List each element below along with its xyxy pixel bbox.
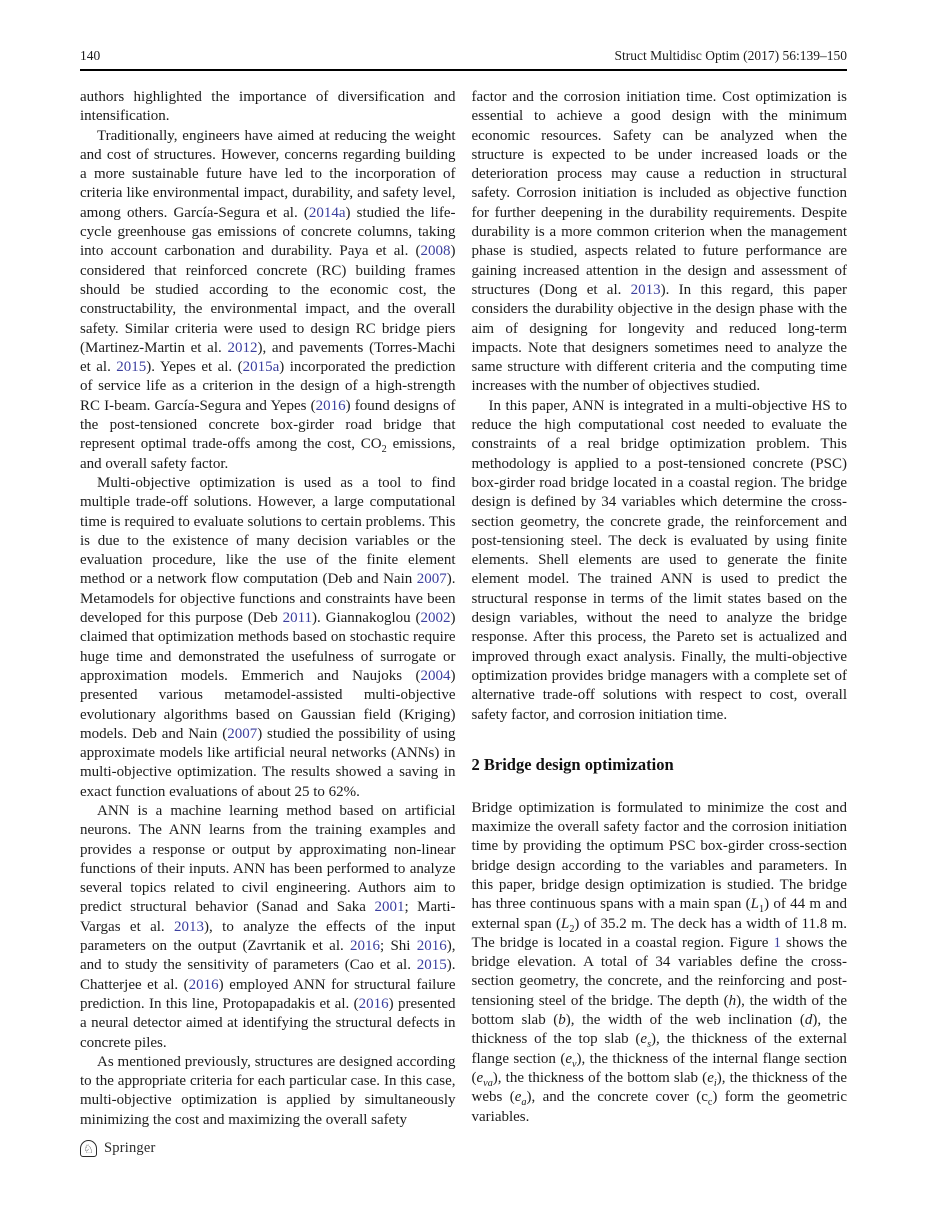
citation-link[interactable]: 2016 bbox=[188, 976, 219, 993]
citation-link[interactable]: 2007 bbox=[416, 571, 447, 588]
citation-link[interactable]: 2004 bbox=[420, 667, 451, 684]
publisher-name: Springer bbox=[104, 1140, 156, 1156]
citation-link[interactable]: 2015 bbox=[416, 957, 447, 974]
paragraph: ANN is a machine learning method based on artificial neurons. The ANN learns from the training examples and provides a response or output by approximating non-linear functions of their inputs. ANN has been performed to analyze several topics related to civil engineering. Authors aim to predict structural behavior (Sanad and Saka 2001; Marti-Vargas et al. 2013), to analyze the effects of the input parameters on the output (Zavrtanik et al. 2016; Shi 2016), and to study the sensitivity of parameters (Cao et al. 2015). Chatterjee et al. (2016) employed ANN for structural failure prediction. In this line, Protopapadakis et al. (2016) presented a neural detector aimed at identifying the structural defects in concrete piles. bbox=[80, 802, 456, 1051]
italic-text: e bbox=[514, 1089, 522, 1106]
running-head bbox=[80, 48, 847, 64]
italic-text: e bbox=[707, 1069, 714, 1086]
journal-reference: Struct Multidisc Optim (2017) 56:139–150 bbox=[614, 48, 847, 63]
subscript-text: va bbox=[483, 1077, 493, 1089]
two-column-body bbox=[80, 88, 847, 1128]
section-heading: 2 Bridge design optimization bbox=[471, 754, 674, 774]
subscript-text: 1 bbox=[758, 904, 765, 916]
publisher-footer bbox=[80, 1140, 156, 1157]
page-number: 140 bbox=[80, 48, 101, 63]
subscript-text: v bbox=[571, 1058, 577, 1070]
citation-link[interactable]: 2016 bbox=[416, 938, 447, 955]
italic-text: h bbox=[728, 992, 737, 1009]
subscript-text: s bbox=[647, 1039, 652, 1051]
paragraph: authors highlighted the importance of diversification and intensification. bbox=[80, 89, 456, 125]
citation-link[interactable]: 2014a bbox=[308, 204, 346, 221]
citation-link[interactable]: 2011 bbox=[282, 610, 313, 627]
italic-text: L bbox=[750, 896, 759, 913]
citation-link[interactable]: 2008 bbox=[420, 243, 451, 260]
citation-link[interactable]: 2007 bbox=[227, 725, 258, 742]
subscript-text: c bbox=[707, 1097, 713, 1109]
citation-link[interactable]: 2016 bbox=[358, 995, 389, 1012]
springer-logo-icon: ♘ bbox=[80, 1140, 97, 1157]
italic-text: e bbox=[476, 1069, 484, 1086]
citation-link[interactable]: 2002 bbox=[420, 610, 451, 627]
citation-link[interactable]: 2015a bbox=[242, 359, 280, 376]
italic-text: e bbox=[565, 1050, 572, 1067]
paragraph: In this paper, ANN is integrated in a multi-objective HS to reduce the high computational cost needed to evaluate the constraints of a real bridge optimization problem. This methodology is applied to a post-tensioned concrete (PSC) box-girder road bridge located in a coastal region. The bridge design is defined by 34 variables which determine the cross-section geometry, the concrete grade, the reinforcement and post-tensioning steel. The deck is evaluated by using finite elements. Shell elements are used to generate the finite element model. The trained ANN is used to predict the structural response in terms of the limit states based on the design variables, without the need to analyze the bridge response. After this process, the Pareto set is actualized and improved through exact analysis. Finally, the multi-objective optimization provides bridge managers with a complete set of alternative trade-off solutions with respect to cost, overall safety factor, and corrosion initiation time. bbox=[471, 397, 847, 723]
italic-text: b bbox=[558, 1012, 566, 1029]
subscript-text: i bbox=[713, 1077, 717, 1089]
header-rule bbox=[80, 69, 847, 71]
subscript-text: 2 bbox=[569, 923, 575, 935]
citation-link[interactable]: 2012 bbox=[227, 339, 258, 356]
citation-link[interactable]: 2015 bbox=[116, 359, 147, 376]
paragraph: factor and the corrosion initiation time. Cost optimization is essential to achieve a good design with the minimum economic resources. Safety can be analyzed when the structure is expected to be under increased loads or the deterioration process may cause a reduction in structural safety. Corrosion initiation is included as objective function for further deepening in the durability requirements. Despite durability is a more common criterion when the management phase is studied, aspects related to future performance are gaining increased attention in the design and assessment of structures (Dong et al. 2013). In this regard, this paper considers the durability objective in the design phase with the aim of designing for longevity and reduced long-term impacts. Note that designers sometimes need to analyze the same structure with different criteria and the computing time increases with the number of objectives studied. bbox=[471, 89, 847, 395]
citation-link[interactable]: 2016 bbox=[350, 938, 381, 955]
citation-link[interactable]: 2013 bbox=[174, 918, 205, 935]
paragraph: As mentioned previously, structures are designed according to the appropriate criteria for each particular case. In this case, multi-objective optimization is applied by simultaneously minimizing the cost and maximizing the overall safety bbox=[80, 1053, 456, 1128]
column-left bbox=[80, 88, 456, 1128]
italic-text: e bbox=[640, 1031, 648, 1048]
column-right bbox=[472, 88, 848, 1128]
citation-link[interactable]: 2016 bbox=[315, 397, 346, 414]
italic-text: L bbox=[560, 915, 570, 932]
citation-link[interactable]: 1 bbox=[773, 934, 781, 951]
paragraph: Multi-objective optimization is used as a tool to find multiple trade-off solutions. However, a large computational time is required to evaluate solutions to certain problems. This is due to the existence of many decision variables or the evaluation procedure, like the use of the finite element method or a network flow computation (Deb and Nain 2007). Metamodels for objective functions and constraints have been developed for this purpose (Deb 2011). Giannakoglou (2002) claimed that optimization methods based on stochastic require huge time and demonstrated the usefulness of surrogate or approximation models. Emmerich and Naujoks (2004) presented various metamodel-assisted multi-objective evolutionary algorithms based on Gaussian field (Kriging) models. Deb and Nain (2007) studied the possibility of using approximate models like artificial neural networks (ANNs) in multi-objective optimization. The results showed a saving in exact function evaluations of about 25 to 62%. bbox=[80, 474, 456, 800]
citation-link[interactable]: 2013 bbox=[630, 281, 661, 298]
subscript-text: 2 bbox=[381, 444, 387, 456]
citation-link[interactable]: 2001 bbox=[374, 899, 405, 916]
paragraph: Traditionally, engineers have aimed at reducing the weight and cost of structures. However, concerns regarding building a more sustainable future have led to the incorporation of criteria like environmental impact, durability, and safety level, among others. García-Segura et al. (2014a) studied the life-cycle greenhouse gas emissions of concrete columns, taking into account carbonation and durability. Paya et al. (2008) considered that reinforced concrete (RC) building frames should be studied according to the economic cost, the constructability, the environmental impact, and the overall safety. Similar criteria were used to design RC bridge piers (Martinez-Martin et al. 2012), and pavements (Torres-Machi et al. 2015). Yepes et al. (2015a) incorporated the prediction of service life as a criterion in the design of a high-strength RC I-beam. García-Segura and Yepes (2016) found designs of the post-tensioned concrete box-girder road bridge that represent optimal trade-offs among the cost, $CO_2$ emissions, and overall safety factor. bbox=[80, 127, 456, 472]
italic-text: d bbox=[804, 1012, 813, 1029]
subscript-text: a bbox=[521, 1097, 527, 1109]
paragraph: Bridge optimization is formulated to minimize the cost and maximize the overall safety factor and the corrosion initiation time by providing the optimum PSC box-girder cross-section bridge design according to the variables and parameters. In this paper, bridge design optimization is studied. The bridge has three continuous spans with a main span $(L_1)$ of 44 m and external span $(L_2)$ of 35.2 m. The deck has a width of 11.8 m. The bridge is located in a coastal region. Figure 1 shows the bridge elevation. A total of 34 variables define the cross-section geometry, the concrete, and the reinforcing and post-tensioning steel of the bridge. The depth (h), the width of the bottom slab (b), the width of the web inclination (d), the thickness of the top slab $(e_s)$, the thickness of the external flange section $(e_v)$, the thickness of the internal flange section $(e_{va})$, the thickness of the bottom slab $(e_i)$, the thickness of the webs $(e_a)$, and the concrete cover $(c_c)$ form the geometric variables. bbox=[471, 799, 847, 1125]
